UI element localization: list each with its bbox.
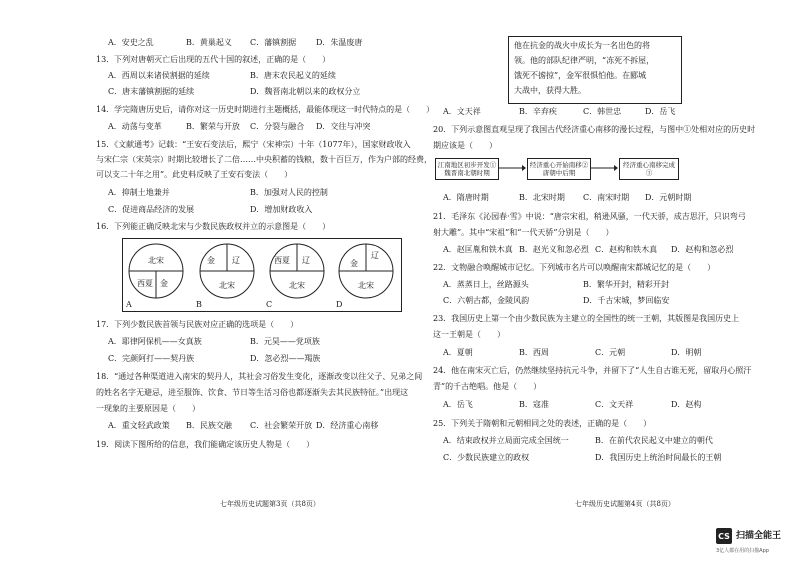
q23-option-b: B．西周 — [519, 348, 549, 357]
q16-pie-c-label-3: 北宋 — [289, 281, 305, 290]
q12-option-d: D．朱温废唐 — [316, 38, 363, 47]
q22-option-b: B．繁华开封，精彩开封 — [583, 280, 669, 289]
q20-flow-step-3: 经济重心南移完成③ — [619, 158, 679, 180]
q12-option-b: B．黄巢起义 — [186, 38, 232, 47]
q15-stem-line2: 与宋仁宗（宋英宗）时期比较增长了二倍……中央积蓄的钱粮，数十百巨万，作为户部的经费， — [96, 155, 432, 164]
q16-pie-b-letter: B — [196, 300, 202, 309]
q16-pie-a — [122, 238, 192, 310]
left-footer: 七年级历史试题第3页（共8页） — [220, 500, 320, 508]
q13-option-c: C．唐末藩镇割据的延续 — [108, 87, 195, 96]
q21-stem-line2: 射大雕”。其中“宋祖”和“一代天骄”分别是（ ） — [433, 228, 614, 237]
q16-pie-d-label-2: 金 — [350, 259, 358, 268]
q19-stem: 19．阅读下图所给的信息，我们能确定该历史人物是（ ） — [96, 440, 315, 449]
q16-stem: 16．下列能正确反映北宋与少数民族政权并立的示意图是（ ） — [96, 222, 331, 231]
q16-pie-d-label-3: 北宋 — [358, 281, 374, 290]
q16-pie-a-letter: A — [126, 300, 132, 309]
q22-option-c: C．六朝古都，金陵风韵 — [443, 296, 530, 305]
q16-pie-c-label-1: 西夏 — [274, 256, 290, 265]
q21-option-b: B．赵光义和忽必烈 — [519, 245, 589, 254]
right-page — [397, 0, 794, 561]
camscanner-logo-icon: CS — [716, 528, 732, 544]
q23-option-a: A．夏朝 — [443, 348, 473, 357]
q15-stem-line3: 可以支二十年之用”。此史料反映了王安石变法（ ） — [96, 170, 293, 179]
q24-stem-line1: 24．他在南宋灭亡后，仍然继续坚持抗元斗争，并留下了“人生自古谁无死，留取丹心照汗 — [433, 366, 752, 375]
q20-stem-line2: 期应该是（ ） — [433, 141, 497, 150]
q14-option-a: A．动荡与变革 — [108, 122, 162, 131]
q16-pie-d — [332, 238, 400, 310]
q21-option-c: C．赵构和铁木真 — [595, 245, 658, 254]
right-footer: 七年级历史试题第4页（共8页） — [575, 500, 675, 508]
q13-option-b: B．唐末农民起义的延续 — [250, 71, 336, 80]
q24-stem-line2: 青”的千古绝唱。他是（ ） — [433, 382, 542, 391]
q18-option-c: C．社会繁荣开放 — [250, 421, 313, 430]
q20-option-a: A．隋唐时期 — [443, 193, 489, 202]
q16-pie-b-label-2: 辽 — [232, 256, 240, 265]
q12-option-c: C．藩镇割据 — [250, 38, 297, 47]
q16-pie-d-label-1: 辽 — [371, 251, 379, 260]
q20-option-d: D．元朝时期 — [645, 193, 692, 202]
q13-option-d: D．魏晋南北朝以来的政权分立 — [250, 87, 361, 96]
q23-stem-line2: 这一王朝是（ ） — [433, 330, 505, 339]
q20-flow-arrow-1 — [498, 164, 526, 172]
q13-stem: 13．下列对唐朝灭亡后出现的五代十国的叙述，正确的是（ ） — [96, 55, 331, 64]
q16-pie-a-label-3: 金 — [160, 279, 168, 288]
q24-option-d: D．赵构 — [671, 400, 702, 409]
q24-option-b: B．寇准 — [519, 400, 549, 409]
q22-option-d: D．千古宋城，梦回临安 — [583, 296, 670, 305]
q22-option-a: A．蒸蒸日上，丝路源头 — [443, 280, 529, 289]
q19-option-a: A．文天祥 — [443, 107, 481, 116]
q19-quote-line3: 饿死不掳掠”，金军很惧怕他。在郾城 — [514, 71, 647, 80]
q25-option-a: A．结束政权并立局面完成全国统一 — [443, 436, 569, 445]
q15-option-c: C．促进商品经济的发展 — [108, 205, 195, 214]
q14-option-c: C．分裂与融合 — [250, 122, 305, 131]
q18-stem-line2: 的姓名名字无避忌，进至服饰、饮食、节日等生活习俗也都逐渐失去其民族特征。”出现这 — [96, 388, 409, 397]
q14-option-b: B．繁荣与开放 — [186, 122, 240, 131]
camscanner-name: 扫描全能王 — [736, 531, 782, 541]
q20-option-c: C．南宋时期 — [583, 193, 630, 202]
q20-flow-step-1: 江南地区初步开发①魏晋南北朝时期 — [435, 158, 499, 180]
q22-stem: 22．文物融合唤醒城市记忆。下列城市名片可以唤醒南宋都城记忆的是（ ） — [433, 263, 716, 272]
camscanner-tagline: 3亿人都在用的扫描App — [716, 548, 769, 554]
q19-option-c: C．韩世忠 — [583, 107, 622, 116]
q15-option-d: D．增加财政收入 — [250, 205, 313, 214]
q18-option-a: A．重文轻武政策 — [108, 421, 170, 430]
q16-pie-c-label-2: 辽 — [302, 256, 310, 265]
q17-option-a: A．耶律阿保机——女真族 — [108, 337, 202, 346]
q19-quote-line4: 大战中，获得大胜。 — [514, 86, 586, 95]
q14-option-d: D．交往与冲突 — [316, 122, 371, 131]
q20-flow-arrow-2 — [590, 164, 618, 172]
q19-option-d: D．岳飞 — [645, 107, 676, 116]
q16-pie-b-label-3: 北宋 — [219, 281, 235, 290]
q19-quote-line1: 他在抗金的战火中成长为一名出色的将 — [514, 41, 650, 50]
q16-pie-b — [192, 238, 262, 310]
q17-option-c: C．完颜阿打——契丹族 — [108, 354, 195, 363]
q18-option-d: D．经济重心南移 — [316, 421, 379, 430]
q18-stem-line1: 18．“通过各种渠道进入南宋的契丹人，其社会习俗发生变化，逐渐改变以往父子、兄弟之间 — [96, 372, 423, 381]
q19-quote-line2: 领。他的部队纪律严明，“冻死不拆屋， — [514, 56, 655, 65]
q19-option-b: B．辛弃疾 — [519, 107, 557, 116]
q14-stem: 14．学完隋唐历史后，请你对这一历史时期进行主题概括，最能体现这一时代特点的是（ ） — [96, 105, 435, 114]
q25-option-b: B．在前代农民起义中建立的朝代 — [595, 436, 713, 445]
q16-pie-d-letter: D — [336, 300, 343, 309]
q12-option-a: A．安史之乱 — [108, 38, 154, 47]
q24-option-c: C．文天祥 — [595, 400, 634, 409]
q18-stem-line3: 一现象的主要原因是（ ） — [96, 404, 200, 413]
q15-stem-line1: 15．《文献通考》记载：“王安石变法后，熙宁（宋神宗）十年（1077年），国家财政收入 — [96, 140, 411, 149]
q13-option-a: A．西周以来诸侯割据的延续 — [108, 71, 210, 80]
q21-stem-line1: 21．毛泽东《沁园春·雪》中说：“唐宗宋祖，稍逊风骚，一代天骄，成吉思汗，只识弯弓 — [433, 212, 746, 221]
q16-pie-a-label-2: 西夏 — [137, 279, 153, 288]
q20-option-b: B．北宋时期 — [519, 193, 565, 202]
q23-stem-line1: 23．我国历史上第一个由少数民族为主建立的全国性的统一王朝，其版图是我国历史上 — [433, 314, 740, 323]
q23-option-d: D．明朝 — [671, 348, 702, 357]
q15-option-b: B．加强对人民的控制 — [250, 188, 328, 197]
q25-stem: 25．下列关于隋朝和元朝相同之处的表述，正确的是（ ） — [433, 419, 652, 428]
q16-pie-b-label-1: 金 — [207, 256, 215, 265]
q17-option-b: B．元昊——党项族 — [250, 337, 320, 346]
q15-option-a: A．抑制土地兼并 — [108, 188, 170, 197]
q23-option-c: C．元朝 — [595, 348, 626, 357]
q17-option-d: D．忽必烈——羯族 — [250, 354, 321, 363]
q17-stem: 17．下列少数民族首领与民族对应正确的选项是（ ） — [96, 320, 299, 329]
q21-option-d: D．赵构和忽必烈 — [671, 245, 734, 254]
q20-flow-step-2: 经济重心开始南移②唐朝中后期 — [527, 158, 591, 180]
q16-pie-c — [262, 238, 332, 310]
q18-option-b: B．民族交融 — [186, 421, 232, 430]
q16-pie-a-label-1: 北宋 — [148, 256, 164, 265]
q25-option-c: C．少数民族建立的政权 — [443, 453, 530, 462]
q25-option-d: D．我国历史上统治时间最长的王朝 — [595, 453, 722, 462]
q20-stem-line1: 20．下列示意图直观呈现了我国古代经济重心南移的漫长过程，与图中①处相对应的历史时 — [433, 125, 756, 134]
q16-pie-c-letter: C — [266, 300, 273, 309]
q21-option-a: A．赵匡胤和铁木真 — [443, 245, 513, 254]
q24-option-a: A．岳飞 — [443, 400, 473, 409]
